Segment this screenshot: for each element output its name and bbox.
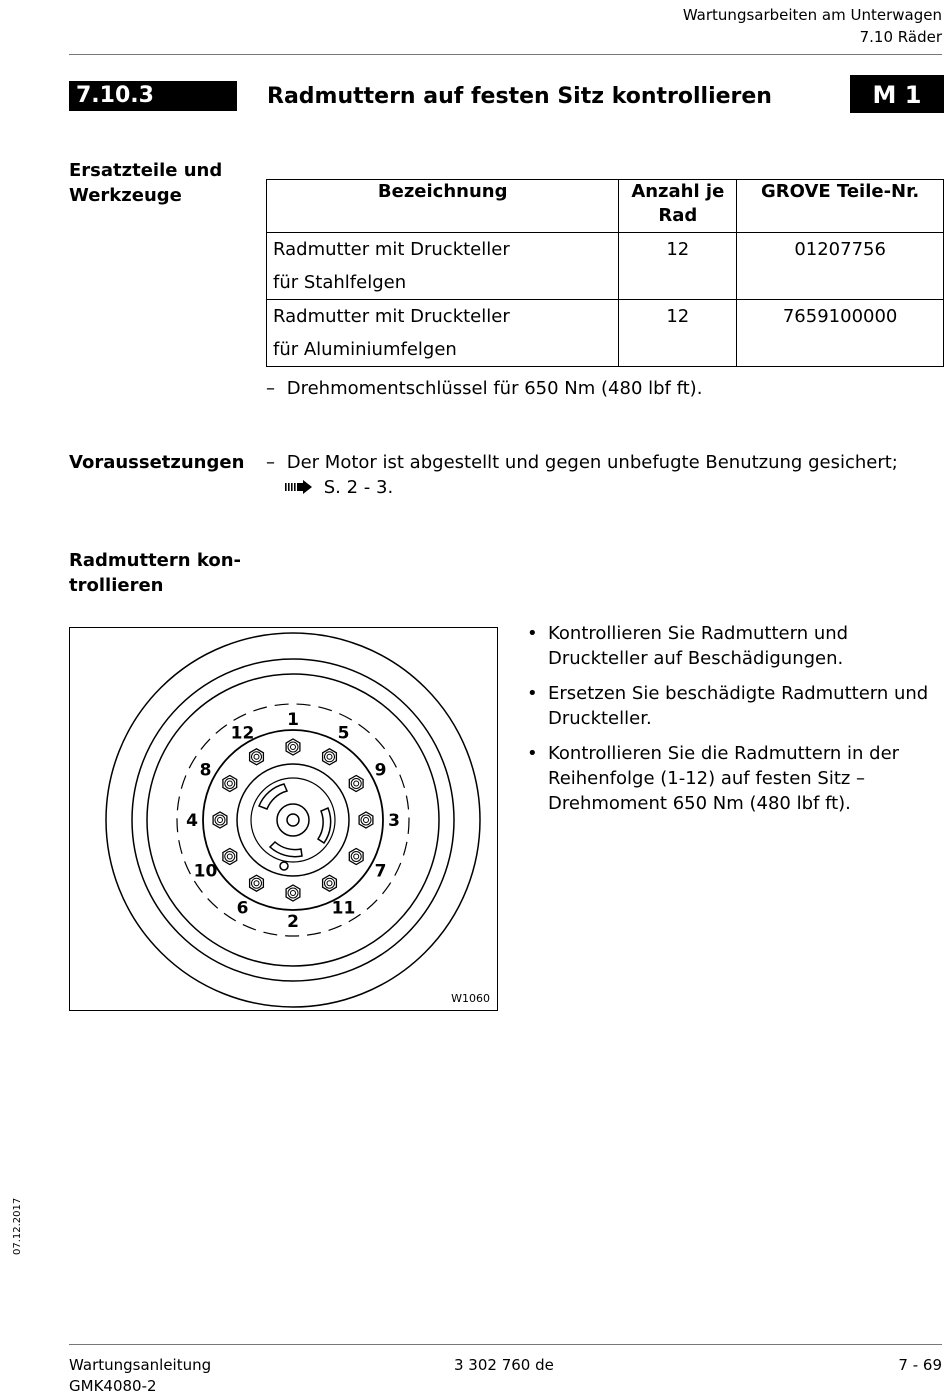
cross-reference[interactable] bbox=[285, 475, 393, 501]
wheel-nut bbox=[286, 885, 300, 901]
wheel-nut bbox=[250, 875, 264, 891]
column-header-part-number: GROVE Teile-Nr. bbox=[737, 180, 944, 233]
running-header bbox=[683, 4, 942, 48]
wheel-nut bbox=[323, 875, 337, 891]
reference-arrow-icon bbox=[285, 476, 315, 501]
nut-sequence-label: 7 bbox=[374, 861, 387, 882]
designation-line: Radmutter mit Druckteller bbox=[273, 239, 510, 260]
wheel-nut bbox=[349, 776, 363, 792]
step-text: Ersetzen Sie beschädigte Radmuttern und Druckteller. bbox=[548, 683, 929, 729]
dash-marker: – bbox=[266, 452, 275, 473]
prerequisite-text: Der Motor ist abgestellt und gegen unbefugte Benutzung gesichert; bbox=[286, 452, 898, 473]
valve-hole bbox=[280, 862, 288, 870]
wheel-nut bbox=[359, 812, 373, 828]
parts-table bbox=[266, 179, 944, 367]
wheel-nut bbox=[223, 849, 237, 865]
footer-left bbox=[69, 1355, 211, 1397]
wheel-nut bbox=[323, 749, 337, 765]
side-date bbox=[2, 1195, 22, 1255]
designation-cell bbox=[267, 300, 619, 367]
nut-sequence-label: 5 bbox=[337, 723, 350, 744]
list-item bbox=[527, 741, 943, 816]
wheel-drawing bbox=[70, 628, 497, 1010]
quantity-cell: 12 bbox=[619, 300, 737, 367]
nut-sequence-label: 3 bbox=[388, 811, 400, 831]
wheel-nut bbox=[349, 849, 363, 865]
header-subchapter: 7.10 Räder bbox=[859, 28, 942, 46]
footer-model: GMK4080-2 bbox=[69, 1377, 157, 1395]
section-number: 7.10.3 bbox=[69, 81, 237, 111]
hub-center-ring bbox=[277, 804, 309, 836]
hub-cap-outer bbox=[237, 764, 349, 876]
check-steps bbox=[527, 621, 943, 826]
parts-label: Ersatzteile und Werkzeuge bbox=[69, 160, 223, 206]
tool-item bbox=[266, 376, 702, 401]
rim-outer bbox=[132, 659, 454, 981]
hub-slot bbox=[270, 842, 302, 857]
check-label-line: trollieren bbox=[69, 575, 164, 596]
nut-sequence-label: 9 bbox=[374, 760, 387, 781]
step-text: Kontrollieren Sie die Radmuttern in der Reihenfolge (1-12) auf festen Sitz – Drehmoment 650 Nm (480 lbf ft). bbox=[548, 743, 900, 814]
wheel-figure bbox=[69, 627, 498, 1011]
part-number-cell: 01207756 bbox=[737, 233, 944, 300]
tool-text: Drehmomentschlüssel für 650 Nm (480 lbf ft). bbox=[286, 378, 703, 399]
designation-line: für Aluminiumfelgen bbox=[273, 339, 457, 360]
tire-outline bbox=[106, 633, 480, 1007]
prerequisites-label: Voraussetzungen bbox=[69, 452, 245, 473]
footer-doc-number: 3 302 760 de bbox=[454, 1356, 554, 1374]
table-row bbox=[267, 233, 944, 300]
designation-cell bbox=[267, 233, 619, 300]
column-header-designation: Bezeichnung bbox=[267, 180, 619, 233]
nut-sequence-label: 6 bbox=[236, 898, 249, 919]
step-text: Kontrollieren Sie Radmuttern und Druckteller auf Beschädigungen. bbox=[548, 623, 849, 669]
header-chapter: Wartungsarbeiten am Unterwagen bbox=[682, 6, 942, 24]
wheel-nut bbox=[213, 812, 227, 828]
dash-marker: – bbox=[266, 378, 275, 399]
wheel-nut bbox=[223, 776, 237, 792]
designation-line: Radmutter mit Druckteller bbox=[273, 306, 510, 327]
check-label bbox=[69, 548, 249, 598]
hub-flange bbox=[203, 730, 383, 910]
table-row bbox=[267, 300, 944, 367]
list-item bbox=[527, 621, 943, 671]
parts-table-header bbox=[267, 180, 944, 233]
column-header-quantity: Anzahl je Rad bbox=[619, 180, 737, 233]
wheel-nut bbox=[250, 749, 264, 765]
nut-sequence-label: 4 bbox=[186, 811, 198, 831]
prerequisite-item bbox=[266, 450, 942, 475]
footer-page: 7 - 69 bbox=[898, 1356, 942, 1374]
hub-slot bbox=[259, 784, 287, 809]
figure-id: W1060 bbox=[451, 992, 490, 1005]
nut-sequence-label: 8 bbox=[199, 760, 212, 781]
bullet-icon: • bbox=[527, 623, 538, 644]
hub-center bbox=[287, 814, 299, 826]
hub-slot bbox=[318, 808, 331, 843]
section-title: Radmuttern auf festen Sitz kontrollieren bbox=[267, 84, 772, 109]
list-item bbox=[527, 681, 943, 731]
quantity-cell: 12 bbox=[619, 233, 737, 300]
footer-manual: Wartungsanleitung bbox=[69, 1356, 212, 1374]
nut-sequence-label: 11 bbox=[331, 898, 356, 919]
header-rule bbox=[69, 54, 942, 55]
maintenance-badge: M 1 bbox=[850, 75, 944, 113]
reference-text: S. 2 - 3. bbox=[323, 477, 394, 498]
footer-rule bbox=[69, 1344, 942, 1345]
designation-line: für Stahlfelgen bbox=[273, 272, 407, 293]
side-date-text: 07.12.2017 bbox=[12, 1197, 23, 1255]
bullet-icon: • bbox=[527, 683, 538, 704]
nut-sequence-label: 10 bbox=[193, 861, 218, 882]
nut-sequence-label: 1 bbox=[287, 710, 299, 730]
check-label-line: Radmuttern kon- bbox=[69, 550, 241, 571]
nut-sequence-label: 2 bbox=[287, 912, 299, 932]
part-number-cell: 7659100000 bbox=[737, 300, 944, 367]
wheel-nut bbox=[286, 739, 300, 755]
bullet-icon: • bbox=[527, 743, 538, 764]
nut-sequence-label: 12 bbox=[230, 723, 255, 744]
